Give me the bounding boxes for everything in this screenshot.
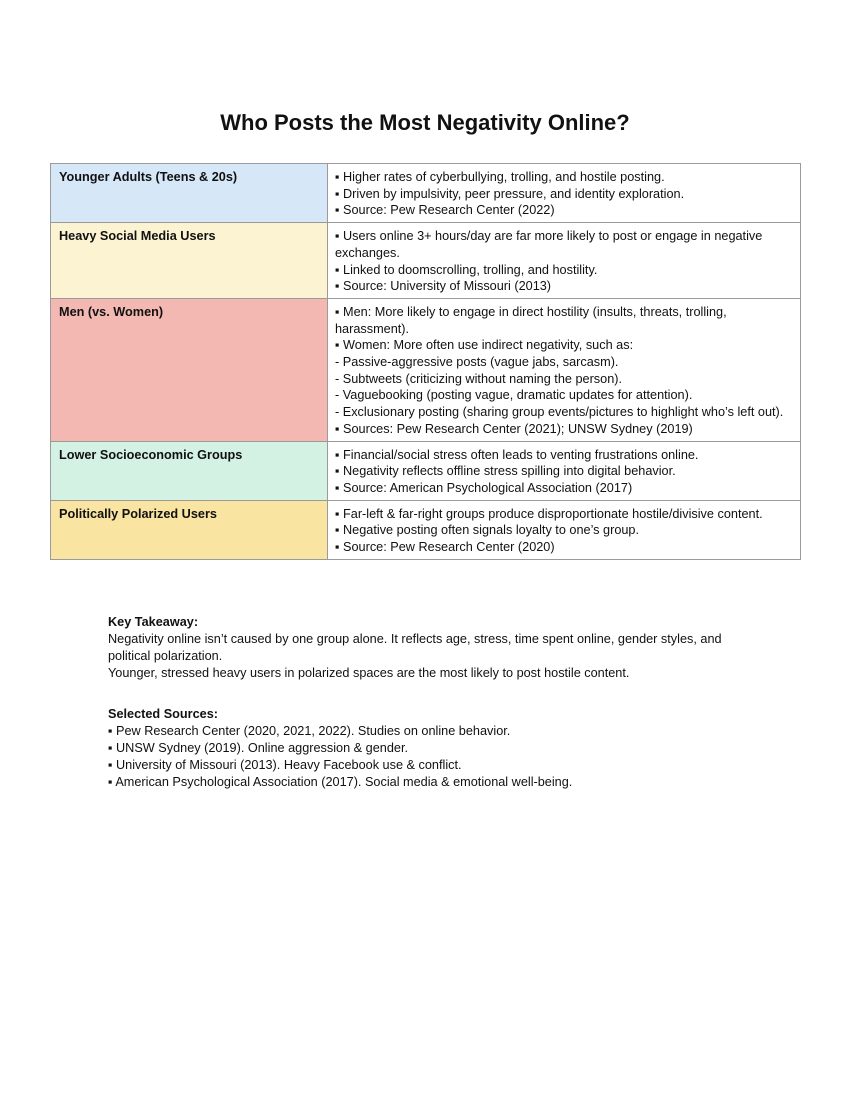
group-description (328, 223, 801, 299)
description-line: ▪ Users online 3+ hours/day are far more likely to post or engage in negative exchanges. (335, 229, 763, 260)
selected-sources (108, 706, 748, 791)
description-line: ▪ Linked to doomscrolling, trolling, and hostility. (335, 262, 598, 277)
group-label: Politically Polarized Users (51, 500, 328, 559)
page-title: Who Posts the Most Negativity Online? (220, 110, 630, 135)
table-row (51, 500, 801, 559)
group-description (328, 500, 801, 559)
group-label: Heavy Social Media Users (51, 223, 328, 299)
key-takeaway-heading: Key Takeaway: (108, 615, 199, 629)
description-line: ▪ Source: Pew Research Center (2020) (335, 540, 555, 555)
group-description (328, 441, 801, 500)
group-label: Men (vs. Women) (51, 298, 328, 441)
key-takeaway-conclusion: Younger, stressed heavy users in polarized spaces are the most likely to post hostile content. (108, 666, 630, 680)
source-item: ▪ American Psychological Association (2017). Social media & emotional well-being. (108, 775, 573, 789)
key-takeaway (108, 614, 748, 682)
description-line: ▪ Higher rates of cyberbullying, trolling, and hostile posting. (335, 170, 665, 184)
source-item: ▪ UNSW Sydney (2019). Online aggression & gender. (108, 741, 408, 755)
description-line: ▪ Far-left & far-right groups produce disproportionate hostile/divisive content. (335, 506, 763, 521)
description-line: ▪ Women: More often use indirect negativity, such as: (335, 338, 634, 353)
group-label: Lower Socioeconomic Groups (51, 441, 328, 500)
description-line: ▪ Source: American Psychological Association (2017) (335, 480, 633, 495)
group-label: Younger Adults (Teens & 20s) (51, 164, 328, 223)
source-item: ▪ Pew Research Center (2020, 2021, 2022). Studies on online behavior. (108, 724, 511, 738)
table-row (51, 223, 801, 299)
key-takeaway-text: Negativity online isn’t caused by one group alone. It reflects age, stress, time spent online, gender styles, and political polarization. (108, 632, 722, 663)
table-row (51, 164, 801, 223)
table-row (51, 441, 801, 500)
group-description (328, 298, 801, 441)
description-line: ▪ Source: Pew Research Center (2022) (335, 203, 555, 218)
description-line: - Passive-aggressive posts (vague jabs, sarcasm). (335, 355, 619, 370)
description-line: ▪ Men: More likely to engage in direct hostility (insults, threats, trolling, harassment). (335, 304, 727, 336)
description-line: ▪ Source: University of Missouri (2013) (335, 279, 552, 294)
groups-table (50, 163, 801, 560)
description-line: - Exclusionary posting (sharing group events/pictures to highlight who’s left out). (335, 405, 784, 420)
description-line: ▪ Driven by impulsivity, peer pressure, and identity exploration. (335, 186, 685, 201)
description-line: ▪ Negative posting often signals loyalty to one’s group. (335, 523, 640, 538)
description-line: ▪ Sources: Pew Research Center (2021); UNSW Sydney (2019) (335, 421, 693, 436)
description-line: - Subtweets (criticizing without naming the person). (335, 371, 623, 386)
sources-heading: Selected Sources: (108, 707, 219, 721)
description-line: ▪ Financial/social stress often leads to venting frustrations online. (335, 447, 699, 462)
description-line: ▪ Negativity reflects offline stress spilling into digital behavior. (335, 464, 676, 479)
group-description (328, 164, 801, 223)
source-item: ▪ University of Missouri (2013). Heavy Facebook use & conflict. (108, 758, 462, 772)
description-line: - Vaguebooking (posting vague, dramatic updates for attention). (335, 388, 693, 403)
table-row (51, 298, 801, 441)
